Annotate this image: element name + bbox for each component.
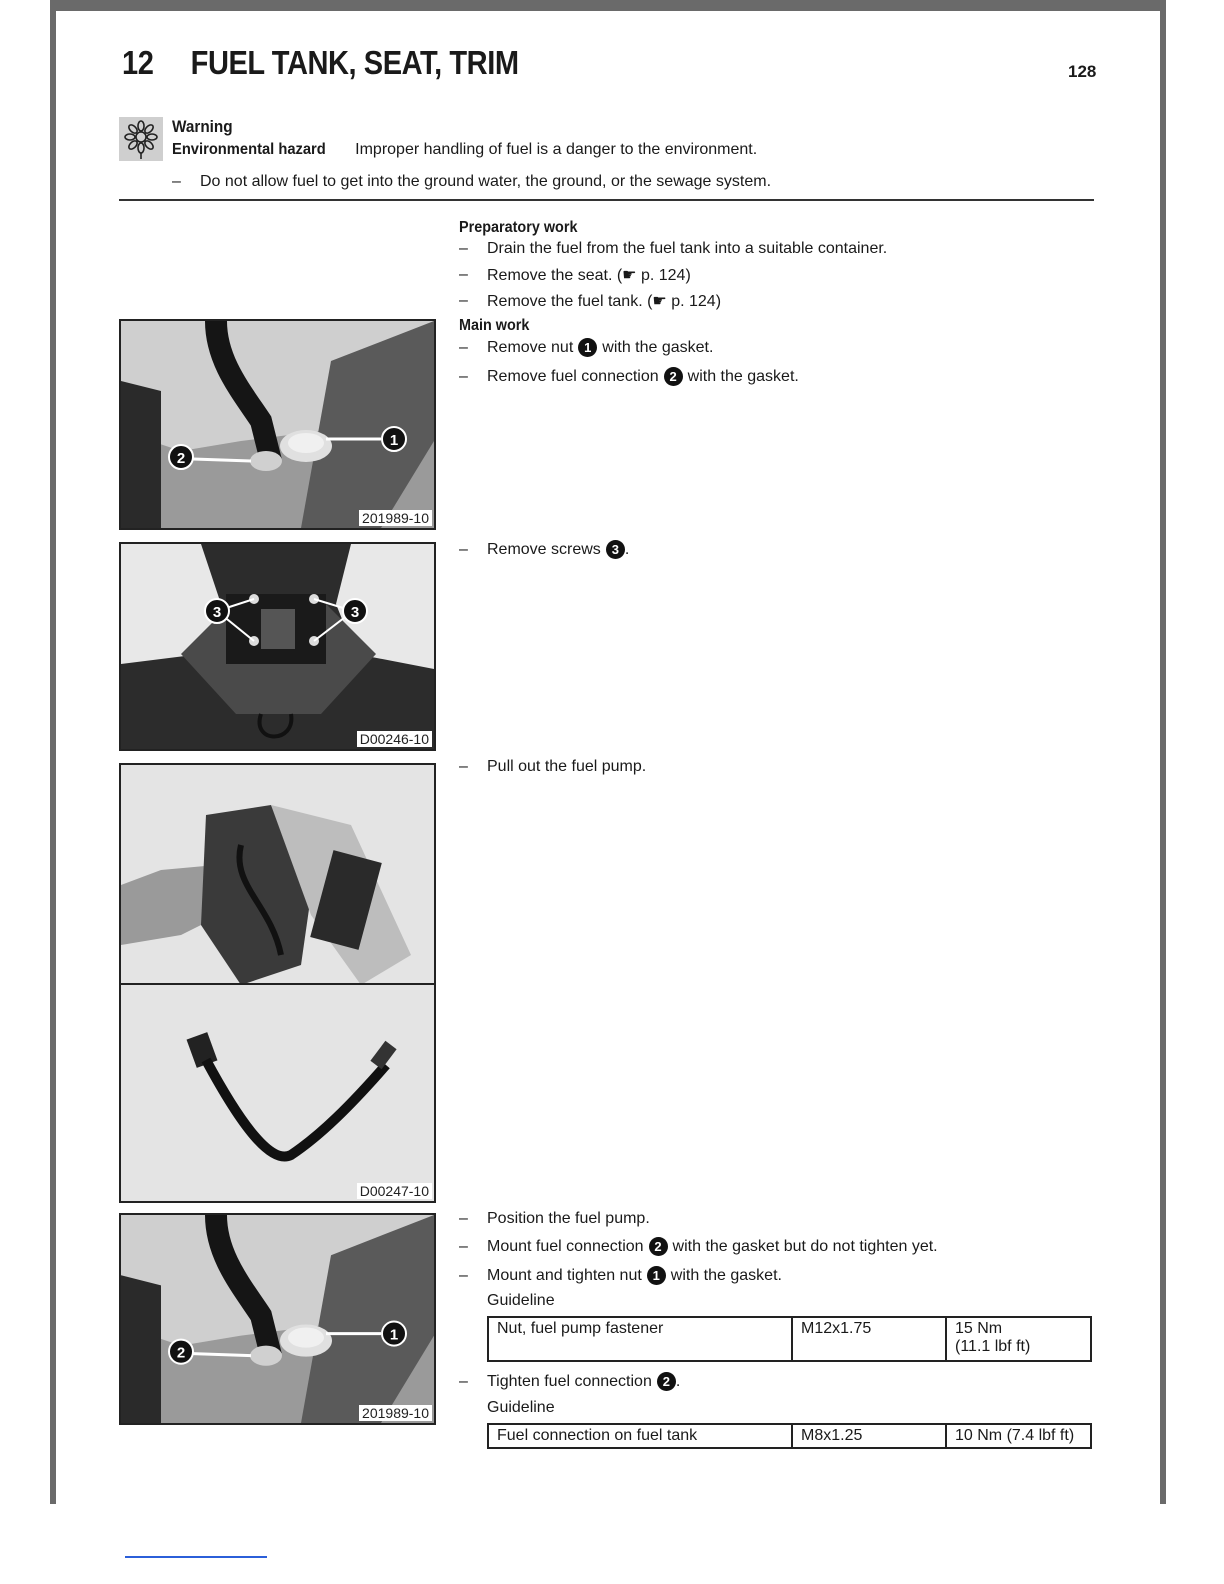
chapter-title: FUEL TANK, SEAT, TRIM: [190, 44, 519, 81]
svg-text:2: 2: [176, 1344, 186, 1362]
spec-thread: M12x1.75: [792, 1317, 946, 1361]
photo-fuel-pump: [119, 763, 436, 1203]
image-code: 201989-10: [359, 1405, 432, 1421]
environment-hazard-icon: [119, 117, 163, 161]
warning-text: Improper handling of fuel is a danger to the environment.: [355, 141, 758, 158]
marker-1-icon: 1: [578, 338, 597, 357]
list-item: – Remove the fuel tank. (☛ p. 124): [459, 292, 722, 310]
table-row: [488, 1317, 1091, 1361]
svg-text:1: 1: [389, 1326, 399, 1344]
torque-spec-table: [487, 1316, 1092, 1362]
image-code: D00247-10: [357, 1183, 432, 1199]
photo-screws: [119, 542, 436, 751]
page-frame-right: [1160, 0, 1166, 1504]
spec-torque: 15 Nm (11.1 lbf ft): [946, 1317, 1091, 1361]
spec-name: Fuel connection on fuel tank: [488, 1424, 792, 1448]
warning-bullet: – Do not allow fuel to get into the ground water, the ground, or the sewage system.: [172, 173, 772, 190]
photo-fuel-tank-top: [119, 319, 436, 530]
chapter-number: 12: [122, 44, 154, 81]
spec-name: Nut, fuel pump fastener: [488, 1317, 792, 1361]
image-code: 201989-10: [359, 510, 432, 526]
photo-fuel-tank-top: [119, 1213, 436, 1425]
footer-link-underline[interactable]: [125, 1556, 267, 1558]
marker-2-icon: 2: [657, 1372, 676, 1391]
image-code: D00246-10: [357, 731, 432, 747]
torque-spec-table: [487, 1423, 1092, 1449]
main-work-header: Main work: [459, 317, 530, 334]
guideline-label: Guideline: [487, 1399, 555, 1416]
list-item: – Remove screws 3 .: [459, 540, 630, 558]
page-frame-left: [50, 0, 56, 1504]
marker-1-icon: 1: [647, 1266, 666, 1285]
list-item: – Remove nut 1 with the gasket.: [459, 338, 714, 356]
marker-2-icon: 2: [664, 367, 683, 386]
page-number: 128: [1068, 62, 1097, 81]
list-item: – Tighten fuel connection 2 .: [459, 1372, 681, 1390]
svg-text:2: 2: [176, 450, 186, 467]
warning-line: [172, 141, 757, 159]
chapter-heading: [122, 44, 519, 82]
svg-text:3: 3: [350, 604, 360, 621]
section-divider: [119, 199, 1094, 201]
svg-text:1: 1: [389, 432, 399, 449]
marker-2-icon: 2: [649, 1237, 668, 1256]
svg-text:3: 3: [212, 604, 222, 621]
preparatory-work-header: Preparatory work: [459, 219, 578, 236]
warning-label: Environmental hazard: [172, 141, 326, 158]
warning-title: Warning: [172, 117, 233, 136]
spec-thread: M8x1.25: [792, 1424, 946, 1448]
list-item: – Drain the fuel from the fuel tank into a suitable container.: [459, 240, 888, 257]
page-frame-top: [50, 0, 1166, 11]
spec-torque: 10 Nm (7.4 lbf ft): [946, 1424, 1091, 1448]
list-item: – Position the fuel pump.: [459, 1210, 650, 1227]
marker-3-icon: 3: [606, 540, 625, 559]
table-row: [488, 1424, 1091, 1448]
list-item: – Mount and tighten nut 1 with the gasket.: [459, 1266, 782, 1284]
guideline-label: Guideline: [487, 1292, 555, 1309]
list-item: – Remove fuel connection 2 with the gasket.: [459, 367, 799, 385]
list-item: – Remove the seat. (☛ p. 124): [459, 266, 691, 284]
list-item: – Mount fuel connection 2 with the gasket but do not tighten yet.: [459, 1237, 938, 1255]
list-item: – Pull out the fuel pump.: [459, 758, 647, 775]
